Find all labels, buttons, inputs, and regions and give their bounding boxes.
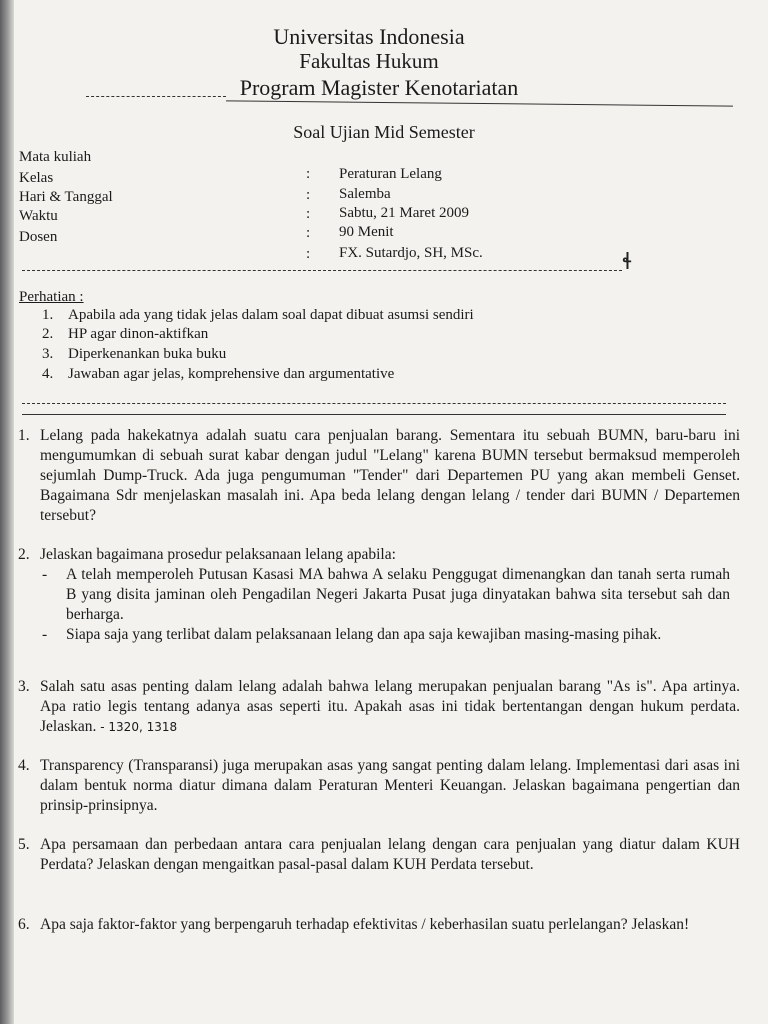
info-row-lecturer — [19, 229, 739, 262]
question-3-text: Salah satu asas penting dalam lelang adalah bahwa lelang merupakan penjualan barang "As is". Apa artinya. Apa ratio legis tentang adanya asas seperti itu. Apakah asas ini tidak bertentangan dengan hukum perdata. Jelaskan. - 1320, 1318 — [40, 678, 740, 735]
faculty-name: Fakultas Hukum — [299, 49, 439, 73]
exam-title: Soal Ujian Mid Semester — [293, 122, 475, 142]
header-divider — [226, 100, 733, 106]
instructions-divider — [22, 403, 726, 404]
info-value: FX. Sutardjo, SH, MSc. — [339, 245, 483, 261]
info-divider — [22, 270, 622, 271]
info-value: Sabtu, 21 Maret 2009 — [339, 205, 469, 221]
instructions-title: Perhatian : — [19, 289, 84, 305]
info-value: Salemba — [339, 186, 391, 202]
info-colon: : — [306, 246, 311, 262]
info-colon: : — [306, 166, 311, 182]
info-label: Hari & Tanggal — [19, 189, 113, 205]
instruction-item: 3. Diperkenankan buka buku — [42, 346, 227, 362]
info-label: Dosen — [19, 229, 58, 245]
university-name: Universitas Indonesia — [273, 24, 465, 49]
instruction-item: 2. HP agar dinon-aktifkan — [42, 326, 209, 342]
info-label: Waktu — [19, 208, 58, 224]
exam-page: Universitas Indonesia Fakultas Hukum Program Magister Kenotariatan Soal Ujian Mid Semester Mata kuliah : Peraturan Lelang Kelas : Salemba Hari & Tanggal : Sabtu, 21 Maret 2009 Waktu : 90 Menit Dosen : FX. Sutardjo, SH, MSc. ɬ Perhatian : 1. Apabila ada yang tidak jelas dalam soal dapat dibuat asumsi sendiri 2. HP agar dinon-aktifkan 3. Diperkenankan buka buku 4. Jawaban agar jelas, komprehensive dan argumentative 1. Lelang pada hakekatnya adalah suatu cara penjualan barang. Sementara itu sebuah BUMN, baru-baru ini mengumumkan di sebuah surat kabar dengan judul "Lelang" karena BUMN tersebut bermaksud memperoleh sejumlah Dump-Truck. Ada juga pengumuman "Tender" dari Departemen PU yang akan membeli Genset. Bagaimana Sdr menjelaskan masalah ini. Apa beda lelang dengan lelang / tender dari BUMN / Departemen tersebut? 2. Jelaskan bagaimana prosedur pelaksanaan lelang apabila: - A telah memperoleh Putusan Kasasi MA bahwa A selaku Penggugat dimenangkan dan tanah serta rumah B yang disita jaminan oleh Pengadilan Negeri Jakarta Pusat juga dinyatakan bahwa sita tersebut sah dan berharga. - Siapa saja yang terlibat dalam pelaksanaan lelang dan apa saja kewajiban masing-masing pihak. 3. Salah satu asas penting dalam lelang adalah bahwa lelang merupakan penjualan barang "As is". Apa artinya. Apa ratio legis tentang adanya asas seperti itu. Apakah asas ini tidak bertentangan dengan hukum perdata. Jelaskan. - 1320, 1318 4. Transparency (Transparansi) juga merupakan asas yang sangat penting dalam lelang. Implementasi dari asas ini dalam bentuk norma diatur dimana dalam Peraturan Menteri Keuangan. Jelaskan bagaimana pengertian dan prinsip-prinsipnya. 5. Apa persamaan dan perbedaan antara cara penjualan lelang dengan cara penjualan yang diatur dalam KUH Perdata? Jelaskan dengan mengaitkan pasal-pasal dalam KUH Perdata tersebut. 6. Apa saja faktor-faktor yang berpengaruh terhadap efektivitas / keberhasilan suatu perlelangan? Jelaskan! — [0, 0, 768, 1024]
instruction-item: 4. Jawaban agar jelas, komprehensive dan argumentative — [42, 366, 395, 382]
info-value: Peraturan Lelang — [339, 166, 442, 182]
info-label: Mata kuliah — [19, 149, 92, 165]
scan-edge-shadow — [0, 0, 14, 1024]
program-name: Program Magister Kenotariatan — [239, 75, 519, 100]
info-colon: : — [306, 206, 311, 222]
header-divider-dashed — [86, 96, 226, 97]
handwritten-note: - 1320, 1318 — [100, 720, 178, 734]
instruction-item: 1. Apabila ada yang tidak jelas dalam soal dapat dibuat asumsi sendiri — [42, 307, 474, 323]
info-value: 90 Menit — [339, 224, 394, 240]
info-label: Kelas — [19, 170, 54, 186]
questions-divider — [22, 414, 726, 415]
info-colon: : — [306, 225, 311, 241]
handwritten-tick-mark: ɬ — [622, 250, 633, 275]
info-colon: : — [306, 187, 311, 203]
